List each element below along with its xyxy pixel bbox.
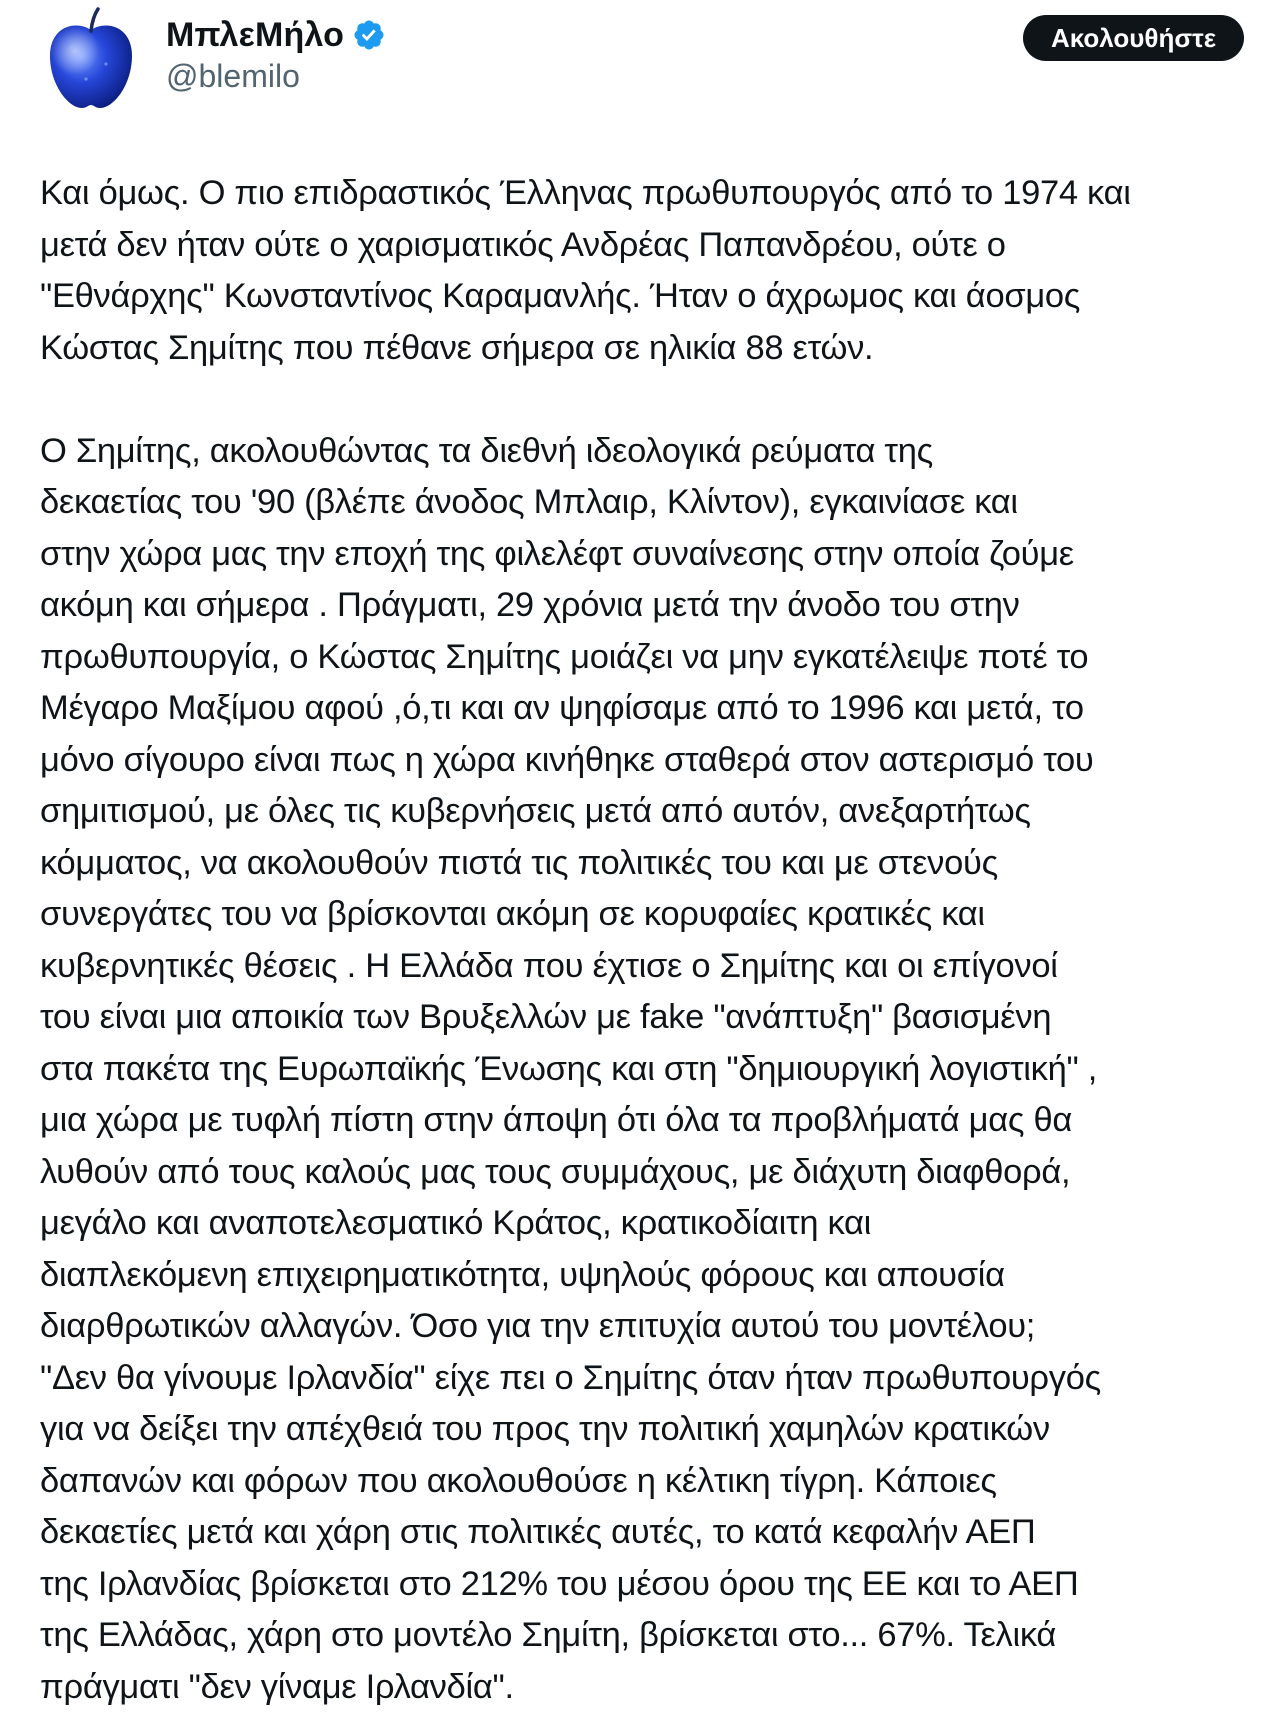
verified-badge-icon	[352, 18, 386, 52]
author-handle[interactable]: @blemilo	[166, 58, 300, 94]
follow-button[interactable]: Ακολουθήστε	[1023, 15, 1244, 61]
author-display-name[interactable]: ΜπλεΜήλο	[166, 15, 345, 54]
avatar[interactable]	[36, 4, 146, 114]
author-name-row	[166, 12, 386, 58]
post-text	[40, 168, 1260, 1713]
post-paragraph: Και όμως. Ο πιο επιδραστικός Έλληνας πρωθυπουργός από το 1974 και μετά δεν ήταν ούτε ο χαρισματικός Ανδρέας Παπανδρέου, ούτε ο "Εθνάρχης" Κωνσταντίνος Καραμανλής. Ήταν ο άχρωμος και άοσμος Κώστας Σημίτης που πέθανε σήμερα σε ηλικία 88 ετών.	[40, 174, 1131, 367]
post-paragraph: Ο Σημίτης, ακολουθώντας τα διεθνή ιδεολογικά ρεύματα της δεκαετίας του '90 (βλέπε άνοδος Μπλαιρ, Κλίντον), εγκαινίασε και στην χώρα μας την εποχή της φιλελέφτ συναίνεσης στην οποία ζούμε ακόμη και σήμερα . Πράγματι, 29 χρόνια μετά την άνοδο του στην πρωθυπουργία, ο Κώστας Σημίτης μοιάζει να μην εγκατέλειψε ποτέ το Μέγαρο Μαξίμου αφού ,ό,τι και αν ψηφίσαμε από το 1996 και μετά, το μόνο σίγουρο είναι πως η χώρα κινήθηκε σταθερά στον αστερισμό του σημιτισμού, με όλες τις κυβερνήσεις μετά από αυτόν, ανεξαρτήτως κόμματος, να ακολουθούν πιστά τις πολιτικές του και με στενούς συνεργάτες του να βρίσκονται ακόμη σε κορυφαίες κρατικές και κυβερνητικές θέσεις . Η Ελλάδα που έχτισε ο Σημίτης και οι επίγονοί του είναι μια αποικία των Βρυξελλών με fake "ανάπτυξη" βασισμένη στα πακέτα της Ευρωπαϊκής Ένωσης και στη "δημιουργική λογιστική" , μια χώρα με τυφλή πίστη στην άποψη ότι όλα τα προβλήματά μας θα λυθούν από τους καλούς μας τους συμμάχους, με διάχυτη διαφθορά, μεγάλο και αναποτελεσματικό Κράτος, κρατικοδίαιτη και διαπλεκόμενη επιχειρηματικότητα, υψηλούς φόρους και απουσία διαρθρωτικών αλλαγών. Όσο για την επιτυχία αυτού του μοντέλου; "Δεν θα γίνουμε Ιρλανδία" είχε πει ο Σημίτης όταν ήταν πρωθυπουργός για να δείξει την απέχθειά του προς την πολιτική χαμηλών κρατικών δαπανών και φόρων που ακολουθούσε η κέλτικη τίγρη. Κάποιες δεκαετίες μετά και χάρη στις πολιτικές αυτές, το κατά κεφαλήν ΑΕΠ της Ιρλανδίας βρίσκεται στο 212% του μέσου όρου της ΕΕ και το ΑΕΠ της Ελλάδας, χάρη στο μοντέλο Σημίτη, βρίσκεται στο... 67%. Τελικά πράγματι "δεν γίναμε Ιρλανδία".	[40, 431, 1101, 1706]
post-header	[0, 0, 1274, 120]
blue-apple-avatar-icon	[36, 4, 146, 114]
